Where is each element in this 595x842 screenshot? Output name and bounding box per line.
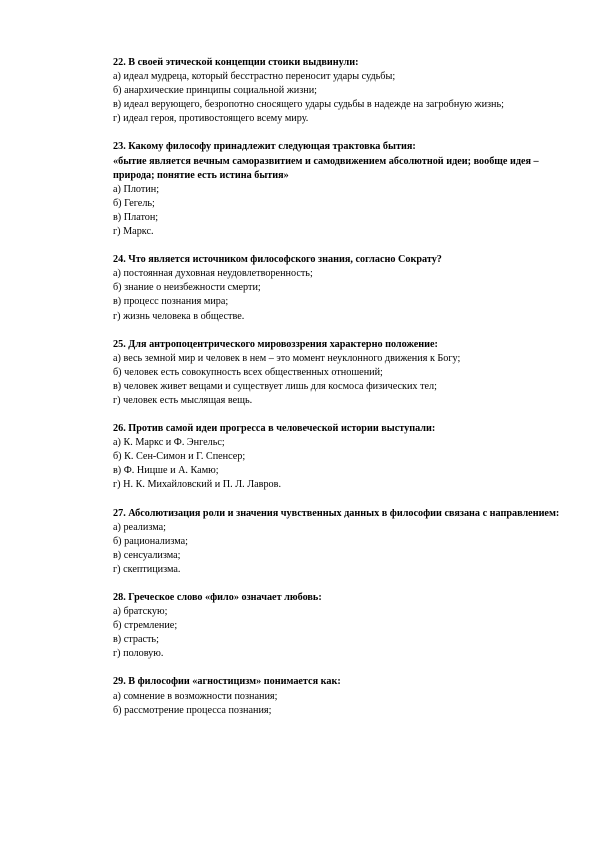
answer-option-b: б) рассмотрение процесса познания; [113,704,272,716]
answer-option-d: г) Маркс. [113,226,154,238]
answer-option-b: б) человек есть совокупность всех общественных отношений; [113,366,383,378]
answer-option-c: в) человек живет вещами и существует лишь для космоса физических тел; [113,380,437,392]
answer-option-a: а) весь земной мир и человек в нем – это момент неуклонного движения к Богу; [113,352,461,364]
answer-option-a: а) реализма; [113,521,166,533]
answer-option-c: в) страсть; [113,634,159,646]
question-28 [113,591,565,661]
answer-option-c: в) процесс познания мира; [113,296,229,308]
question-title: 28. Греческое слово «фило» означает любовь: [113,592,322,603]
question-title: 22. В своей этической концепции стоики выдвинули: [113,57,359,68]
answer-option-b: б) Гегель; [113,197,155,209]
question-29 [113,675,565,717]
answer-option-c: в) Платон; [113,211,159,223]
answer-option-a: а) братскую; [113,606,168,618]
answer-option-b: б) К. Сен-Симон и Г. Спенсер; [113,451,246,463]
question-title: 27. Абсолютизация роли и значения чувственных данных в философии связана с направлением: [113,507,560,519]
answer-option-b: б) стремление; [113,620,178,632]
question-23 [113,140,565,239]
question-title: 26. Против самой идеи прогресса в человеческой истории выступали: [113,423,436,435]
answer-option-a: а) постоянная духовная неудовлетворенность; [113,268,313,280]
answer-option-c: в) сенсуализма; [113,549,181,561]
question-title: 24. Что является источником философского знания, согласно Сократу? [113,254,442,266]
answer-option-d: г) идеал героя, противостоящего всему миру. [113,113,309,125]
answer-option-d: г) половую. [113,648,164,660]
answer-option-b: б) анархические принципы социальной жизни; [113,85,317,97]
answer-option-a: а) идеал мудреца, который бесстрастно переносит удары судьбы; [113,71,396,83]
answer-option-c: в) Ф. Ницше и А. Камю; [113,465,219,477]
answer-option-a: а) сомнение в возможности познания; [113,690,278,702]
answer-option-c: в) идеал верующего, безропотно сносящего удары судьбы в надежде на загробную жизнь; [113,99,504,111]
answer-option-b: б) знание о неизбежности смерти; [113,282,261,294]
question-quote: «бытие является вечным саморазвитием и самодвижением абсолютной идеи; вообще идея – природа; понятие есть истина бытия» [113,155,539,181]
answer-option-a: а) Плотин; [113,183,160,195]
answer-option-d: г) жизнь человека в обществе. [113,310,245,322]
question-26 [113,422,565,492]
answer-option-d: г) Н. К. Михайловский и П. Л. Лавров. [113,479,281,491]
question-title: 23. Какому философу принадлежит следующая трактовка бытия: [113,141,416,153]
answer-option-a: а) К. Маркс и Ф. Энгельс; [113,437,225,449]
answer-option-d: г) скептицизма. [113,563,181,575]
question-title: 29. В философии «агностицизм» понимается как: [113,676,341,688]
question-27 [113,507,565,577]
question-title: 25. Для антропоцентрического мировоззрения характерно положение: [113,338,438,350]
question-25 [113,338,565,408]
answer-option-b: б) рационализма; [113,535,188,547]
question-24 [113,253,565,323]
answer-option-d: г) человек есть мыслящая вещь. [113,394,253,406]
document-page [113,56,565,732]
question-22 [113,56,565,126]
